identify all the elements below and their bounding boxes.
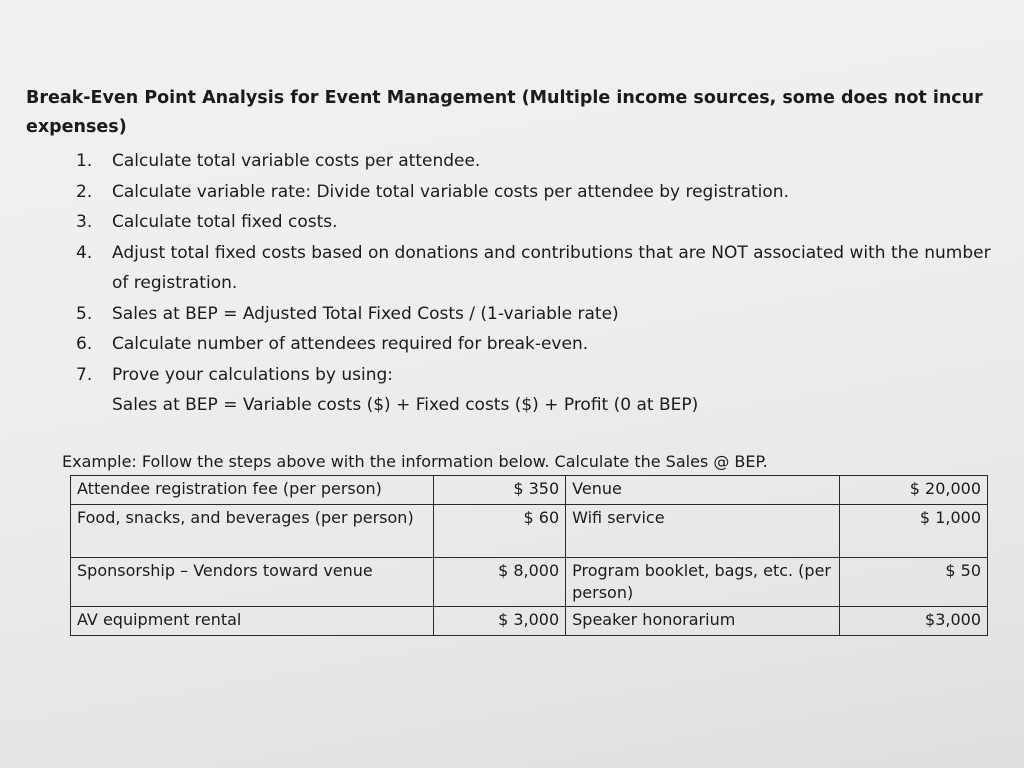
item-label: AV equipment rental [71, 607, 434, 636]
item-label: Sponsorship – Vendors toward venue [71, 558, 434, 607]
table-row [71, 558, 988, 607]
step-text: Sales at BEP = Adjusted Total Fixed Costs / (1-variable rate) [112, 303, 619, 324]
table-row [71, 476, 988, 505]
item-value: $ 20,000 [839, 476, 987, 505]
proof-formula: Sales at BEP = Variable costs ($) + Fixed costs ($) + Profit (0 at BEP) [112, 395, 699, 415]
step-text: Calculate variable rate: Divide total variable costs per attendee by registration. [112, 181, 789, 202]
example-intro: Example: Follow the steps above with the information below. Calculate the Sales @ BEP. [62, 452, 768, 471]
step-text: Calculate total variable costs per attendee. [112, 151, 481, 171]
item-label: Food, snacks, and beverages (per person) [71, 505, 434, 558]
item-value: $ 50 [839, 558, 987, 607]
step-number: 5. [76, 303, 93, 324]
item-label: Venue [566, 476, 840, 505]
list-item [76, 329, 1006, 360]
list-item [76, 177, 1006, 208]
list-item [76, 146, 1006, 177]
list-item [76, 207, 1006, 238]
item-label: Wifi service [566, 505, 840, 558]
item-value: $3,000 [839, 607, 987, 636]
item-value: $ 1,000 [839, 505, 987, 558]
document-title: Break-Even Point Analysis for Event Management (Multiple income sources, some does not incur expenses) [26, 88, 983, 137]
step-number: 1. [76, 151, 93, 171]
step-number: 4. [76, 242, 93, 263]
table-row [71, 607, 988, 636]
step-text: Prove your calculations by using: [112, 364, 393, 385]
list-item [76, 390, 1006, 421]
example-data-table [70, 475, 988, 636]
step-number: 6. [76, 334, 93, 354]
table-row [71, 505, 988, 558]
step-text: Calculate total fixed costs. [112, 212, 338, 232]
step-number: 3. [76, 212, 93, 232]
list-item [76, 360, 1006, 391]
step-number: 2. [76, 181, 93, 202]
steps-list [76, 146, 1006, 421]
step-text: Calculate number of attendees required for break-even. [112, 334, 589, 354]
step-text: Adjust total fixed costs based on donations and contributions that are NOT associated with the number of registration. [112, 242, 991, 293]
list-item [76, 299, 1006, 330]
item-label: Program booklet, bags, etc. (per person) [566, 558, 840, 607]
item-label: Speaker honorarium [566, 607, 840, 636]
item-value: $ 60 [433, 505, 565, 558]
item-value: $ 350 [433, 476, 565, 505]
step-number: 7. [76, 364, 93, 385]
item-value: $ 8,000 [433, 558, 565, 607]
item-value: $ 3,000 [433, 607, 565, 636]
list-item [76, 238, 1006, 299]
item-label: Attendee registration fee (per person) [71, 476, 434, 505]
